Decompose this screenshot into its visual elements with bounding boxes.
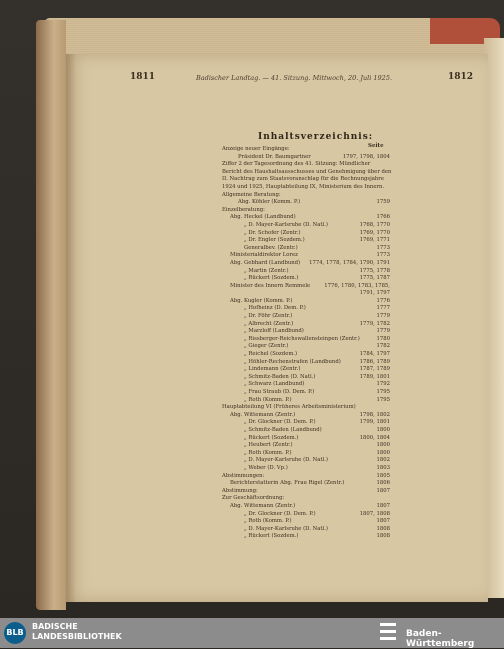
toc-entry-text: II. Nachtrag zum Staatsvoranschlag für die Rechnungsjahre xyxy=(222,176,384,183)
toc-column-header: Seite xyxy=(368,143,384,149)
toc-entry-page: 1803 xyxy=(376,464,390,471)
toc-entry-text: Abg. Kugler (Komm. P.) xyxy=(230,297,293,304)
toc-entry xyxy=(222,252,390,260)
toc-entry xyxy=(222,442,390,450)
toc-entry-text: Minister des Innern Remmele xyxy=(230,282,311,289)
toc-entry-page: 1779 xyxy=(376,313,390,320)
toc-entry xyxy=(222,161,390,169)
running-head: Badischer Landtag. — 41. Sitzung. Mittwoch, 20. Juli 1925. xyxy=(196,74,393,82)
toc-entry-page: 1759 xyxy=(376,199,390,206)
toc-entry-text: Bericht des Haushaltsausschusses und Genehmigung über den xyxy=(222,168,392,175)
toc-entry-text: Einzelberatung: xyxy=(222,206,265,213)
toc-entry-page: 1808 xyxy=(376,533,390,540)
library-name-line1: BADISCHE xyxy=(32,622,78,631)
toc-entry xyxy=(222,343,390,351)
toc-entry-text: „ Albrecht (Zentr.) xyxy=(244,320,294,327)
toc-entry-text: „ Rückert (Sozdem.) xyxy=(244,275,299,282)
toc-entry-page: 1769, 1771 xyxy=(359,237,390,244)
toc-entry-text: „ D. Mayer-Karlsruhe (D. Natl.) xyxy=(244,221,328,228)
toc-entry-text: Berichterstatterin Abg. Frau Rigel (Zentr.) xyxy=(230,480,345,487)
toc-entry-page: 1782 xyxy=(376,343,390,350)
toc-entry-text: Ziffer 2 der Tagesordnung des 41. Sitzung: Mündlicher xyxy=(222,161,371,168)
toc-entry-text: „ Schmitz-Baden (Landbund) xyxy=(244,426,322,433)
toc-entry-text: Abg. Wittemann (Zentr.) xyxy=(230,502,296,509)
page-number-right: 1812 xyxy=(448,72,474,82)
toc-entry xyxy=(222,351,390,359)
toc-entry-page: 1806 xyxy=(376,480,390,487)
toc-entry xyxy=(222,176,390,184)
toc-entry-text: Zur Geschäftsordnung: xyxy=(222,495,285,502)
toc-entry-text: „ Schwarz (Landbund) xyxy=(244,381,305,388)
toc-entry-text: Allgemeine Beratung: xyxy=(222,191,281,198)
toc-entry-page: 1774, 1778, 1784, 1790, 1791 xyxy=(309,259,390,266)
toc-entry xyxy=(222,480,390,488)
toc-entry xyxy=(222,366,390,374)
book-page-edges-top xyxy=(44,18,484,58)
toc-entry-page: 1769, 1770 xyxy=(359,229,390,236)
toc-entry-text: Abstimmung: xyxy=(222,487,258,494)
toc-entry-text: „ D. Mayer-Karlsruhe (D. Natl.) xyxy=(244,457,328,464)
baden-wuerttemberg-crest-icon[interactable] xyxy=(378,620,398,644)
toc-entry-text: „ Roth (Komm. P.) xyxy=(244,518,292,525)
toc-entry xyxy=(222,389,390,397)
toc-entry-page: 1807 xyxy=(376,518,390,525)
toc-entry-text: Ministerialdirektor Lorez xyxy=(230,252,298,259)
toc-entry xyxy=(222,419,390,427)
toc-entry-text: „ Rissberger-Reichswallensteinpen (Zentr.) xyxy=(244,335,360,342)
toc-list xyxy=(222,146,390,541)
toc-entry-page: 1773 xyxy=(376,252,390,259)
toc-entry xyxy=(222,328,390,336)
toc-entry-page: 1807 xyxy=(376,502,390,509)
toc-entry-text: Abg. Köhler (Komm. P.) xyxy=(238,199,301,206)
toc-entry-page: 1786, 1789 xyxy=(359,358,390,365)
toc-entry-text: Abg. Heckel (Landbund) xyxy=(230,214,296,221)
page-number-left: 1811 xyxy=(130,72,156,82)
toc-entry-text: „ Roth (Komm. P.) xyxy=(244,396,292,403)
library-name-line2: LANDESBIBLIOTHEK xyxy=(32,632,122,641)
blb-logo[interactable]: BLB xyxy=(4,622,26,644)
toc-entry-text: Abstimmungen: xyxy=(222,472,265,479)
library-name[interactable] xyxy=(32,622,122,642)
toc-entry-page: 1795 xyxy=(376,396,390,403)
toc-entry xyxy=(222,146,390,154)
toc-entry-text: Abg. Wittemann (Zentr.) xyxy=(230,411,296,418)
toc-entry xyxy=(222,260,390,268)
toc-entry xyxy=(222,488,390,496)
toc-entry-text: Präsident Dr. Baumgartner xyxy=(238,153,311,160)
toc-entry-page: 1773 xyxy=(376,244,390,251)
toc-entry-page: 1808 xyxy=(376,525,390,532)
toc-entry-text: „ Martin (Zentr.) xyxy=(244,267,289,274)
toc-entry xyxy=(222,427,390,435)
toc-entry-text: „ D. Mayer-Karlsruhe (D. Natl.) xyxy=(244,525,328,532)
toc-entry xyxy=(222,169,390,177)
toc-entry xyxy=(222,457,390,465)
toc-entry-page: 1768, 1770 xyxy=(359,221,390,228)
toc-entry-text: Anzeige neuer Eingänge: xyxy=(222,146,290,152)
page-gutter-shadow xyxy=(66,54,76,602)
toc-entry-page: 1766 xyxy=(376,214,390,221)
toc-entry-page: 1780 xyxy=(376,335,390,342)
state-name[interactable]: Baden-Württemberg xyxy=(406,629,475,649)
toc-entry-text: „ Frau Straub (D. Dem. P.) xyxy=(244,389,315,395)
toc-entry xyxy=(222,404,390,412)
toc-entry-text: „ Schmitz-Baden (D. Natl.) xyxy=(244,373,316,380)
toc-entry xyxy=(222,222,390,230)
toc-entry-text: „ Rückert (Sozdem.) xyxy=(244,434,299,441)
toc-entry xyxy=(222,237,390,245)
toc-entry xyxy=(222,381,390,389)
toc-entry-page: 1795 xyxy=(376,389,390,395)
toc-entry-page: 1800, 1804 xyxy=(359,434,390,441)
toc-entry xyxy=(222,465,390,473)
toc-entry-page: 1800 xyxy=(376,449,390,456)
toc-entry-text: Hauptabteilung VI (Früheres Arbeitsministerium) xyxy=(222,404,356,411)
toc-entry-text: „ Rückert (Sozdem.) xyxy=(244,533,299,540)
toc-entry-page: 1802 xyxy=(376,457,390,464)
toc-entry-page: 1776, 1780, 1783, 1785, xyxy=(324,282,390,289)
toc-entry-text: „ Weber (D. Vp.) xyxy=(244,464,288,471)
toc-entry-text: „ Dr. Glockner (D. Dem. P.) xyxy=(244,510,316,517)
toc-entry-text: „ Marzloff (Landbund) xyxy=(244,328,304,335)
toc-entry-text: „ Dr. Engler (Sozdem.) xyxy=(244,237,305,244)
toc-entry-page: 1807 xyxy=(376,487,390,494)
toc-entry-page: 1787, 1789 xyxy=(359,366,390,373)
toc-entry-text: Abg. Gebhard (Landbund) xyxy=(230,259,301,266)
toc-entry-page: 1776 xyxy=(376,297,390,304)
toc-entry-text: „ Dr. Föhr (Zentr.) xyxy=(244,313,293,320)
toc-entry xyxy=(222,495,390,503)
toc-entry-text: „ Roth (Komm. P.) xyxy=(244,449,292,456)
toc-entry-page: 1800 xyxy=(376,426,390,433)
toc-entry-page: 1779, 1782 xyxy=(359,320,390,327)
toc-entry xyxy=(222,230,390,238)
toc-entry-page: 1789, 1801 xyxy=(359,373,390,380)
toc-entry xyxy=(222,245,390,253)
toc-entry xyxy=(222,473,390,481)
toc-entry xyxy=(222,518,390,526)
toc-entry-page: 1798, 1802 xyxy=(359,411,390,418)
toc-entry xyxy=(222,503,390,511)
book-page-edges-left xyxy=(36,20,66,610)
toc-entry xyxy=(222,511,390,519)
toc-entry xyxy=(222,154,390,162)
toc-entry xyxy=(222,283,390,291)
toc-entry xyxy=(222,305,390,313)
toc-entry xyxy=(222,184,390,192)
toc-entry-page: 1775, 1787 xyxy=(359,275,390,282)
toc-title: Inhaltsverzeichnis: xyxy=(258,132,374,142)
toc-entry-text: „ Heubert (Zentr.) xyxy=(244,442,293,449)
toc-entry-text: Generalbev. (Zentr.) xyxy=(244,244,298,251)
toc-entry-page: 1797, 1798, 1804 xyxy=(342,153,390,160)
toc-entry-text: „ Gieger (Zentr.) xyxy=(244,343,289,350)
toc-entry-page: 1792 xyxy=(376,381,390,388)
toc-entry xyxy=(222,275,390,283)
toc-entry xyxy=(222,214,390,222)
toc-entry-text: „ Lindemann (Zentr.) xyxy=(244,366,301,373)
toc-entry xyxy=(222,313,390,321)
toc-entry-text: „ Dr. Glockner (D. Dem. P.) xyxy=(244,419,316,426)
toc-entry-page: 1805 xyxy=(376,472,390,479)
toc-entry-text: 1924 und 1925, Hauptabteilung IX, Ministerium des Innern. xyxy=(222,183,385,190)
toc-entry-page: 1775, 1778 xyxy=(359,267,390,274)
toc-entry-page: 1800 xyxy=(376,442,390,449)
toc-entry-page: 1777 xyxy=(376,305,390,312)
toc-entry-text: „ Höhler-Rechenstrafen (Landbund) xyxy=(244,358,341,365)
toc-entry-text: „ Dr. Schofer (Zentr.) xyxy=(244,229,301,236)
toc-entry xyxy=(222,268,390,276)
toc-entry-page: 1779 xyxy=(376,328,390,335)
toc-entry-text: „ Reichel (Sozdem.) xyxy=(244,351,298,358)
toc-entry-page: 1799, 1801 xyxy=(359,419,390,426)
toc-entry xyxy=(222,533,390,541)
toc-entry-text: „ Hofheinz (D. Dem. P.) xyxy=(244,305,306,312)
toc-entry-page: 1791, 1797 xyxy=(359,290,390,297)
toc-entry xyxy=(222,199,390,207)
toc-entry xyxy=(222,290,390,298)
toc-entry-page: 1807, 1808 xyxy=(359,510,390,517)
toc-entry-page: 1784, 1797 xyxy=(359,351,390,358)
